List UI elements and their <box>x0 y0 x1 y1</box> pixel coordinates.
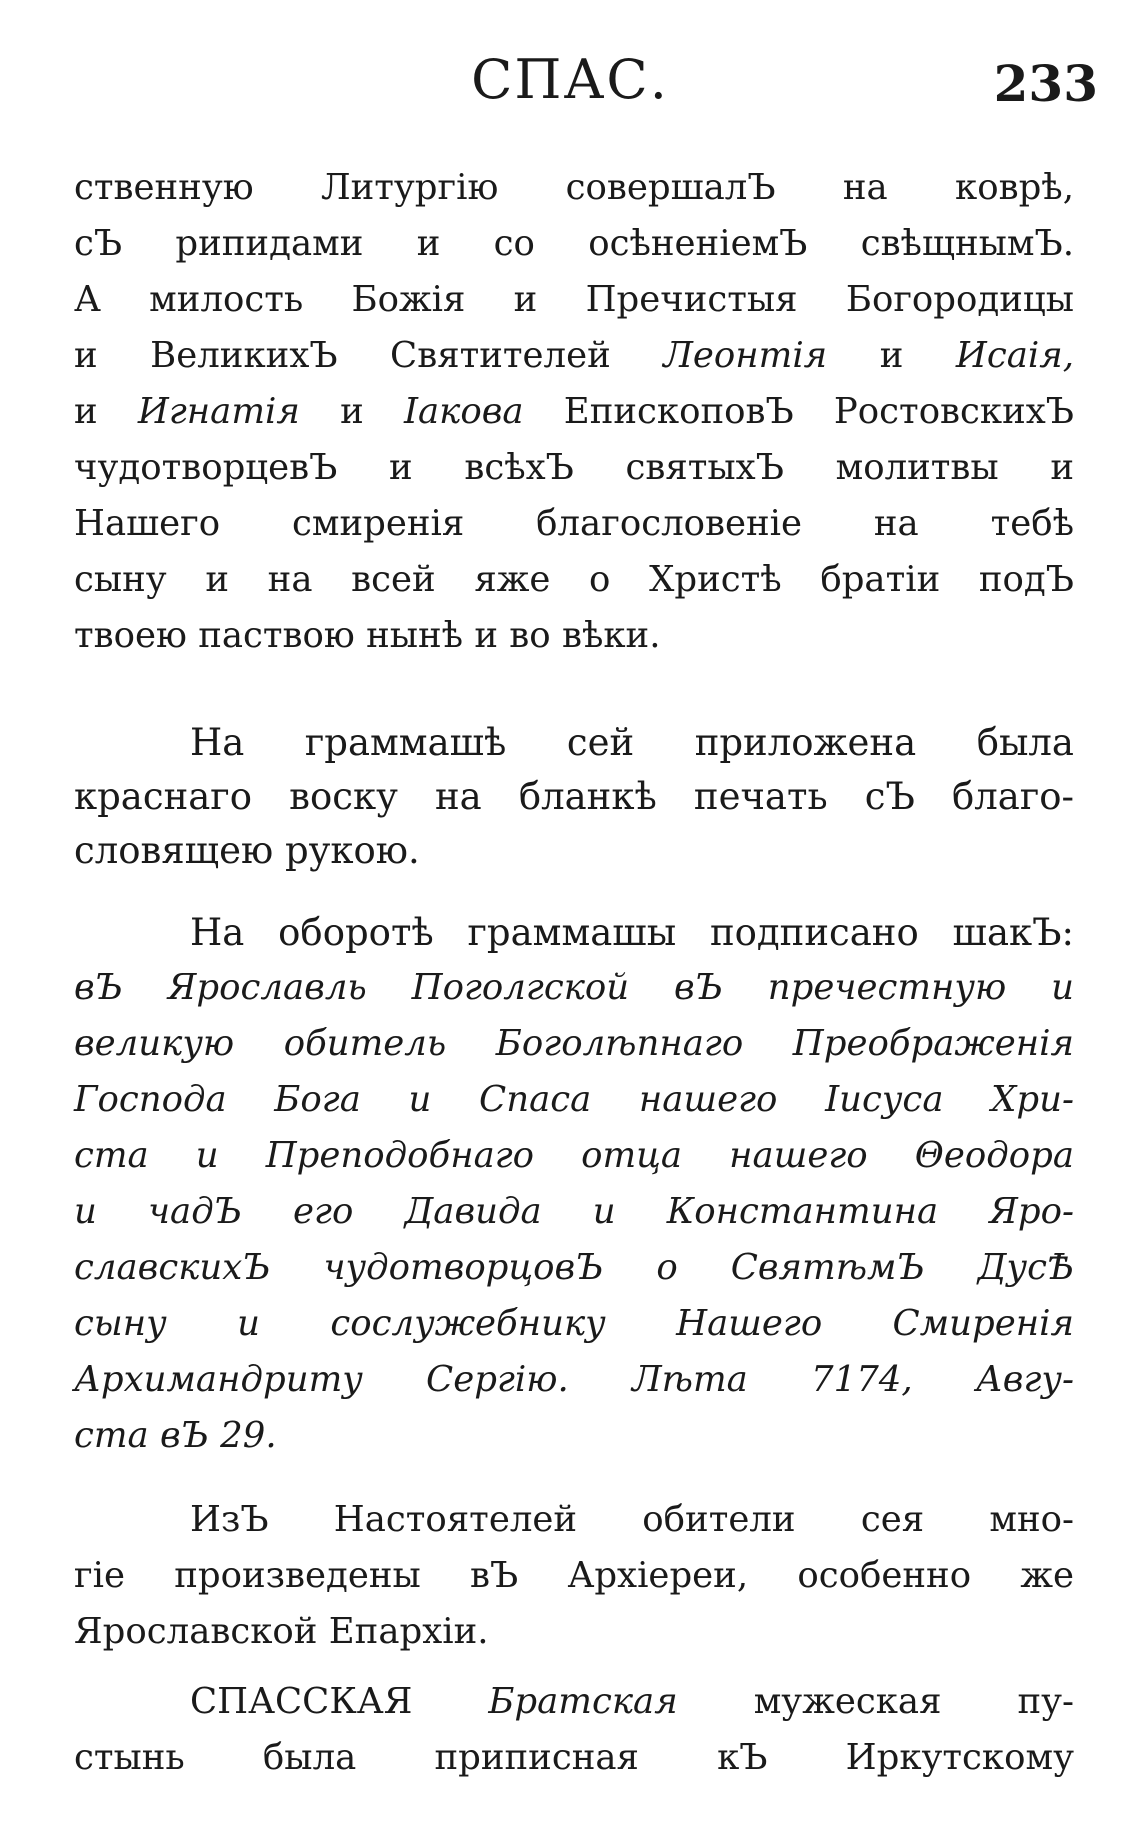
text-line: Нашего смиренія благословеніе на тебѣ <box>74 503 1074 544</box>
text-line: славскихЪ чудотворцовЪ о СвятѣмЪ ДусѢ <box>74 1247 1074 1288</box>
text-line: СПАССКАЯ Братская мужеская пу- <box>190 1681 1074 1722</box>
text-line: словящею рукою. <box>74 829 420 872</box>
italic-name: Іакова <box>403 391 524 432</box>
text-line: На граммашѣ сей приложена была <box>190 721 1074 764</box>
italic-name: Братская <box>488 1681 678 1722</box>
text-line: ственную Литургію совершалЪ на коврѣ, <box>74 167 1074 208</box>
text-line: сыну и на всей яже о Христѣ братіи подЪ <box>74 559 1074 600</box>
text-line: Ярославской Епархіи. <box>74 1611 489 1652</box>
italic-name: Исаія, <box>955 335 1075 376</box>
text-line: чудотворцевЪ и всѣхЪ святыхЪ молитвы и <box>74 447 1074 488</box>
text-line: краснаго воску на бланкѣ печать сЪ благо- <box>74 775 1074 818</box>
text-line: великую обитель Боголѣпнаго Преображенія <box>74 1023 1074 1064</box>
text-line: А милость Божія и Пречистыя Богородицы <box>74 279 1074 320</box>
text-line: твоею паствою нынѣ и во вѣки. <box>74 615 661 656</box>
text-line: ИзЪ Настоятелей обители сея мно- <box>190 1499 1074 1540</box>
paragraph-liturgy <box>74 160 1074 664</box>
text-line: ста вЪ 29. <box>74 1415 277 1456</box>
text-line: Господа Бога и Спаса нашего Іисуса Хри- <box>74 1079 1074 1120</box>
text-line: гіе произведены вЪ Архіереи, особенно же <box>74 1555 1074 1596</box>
paragraph-seal <box>74 716 1074 878</box>
paragraph-hermitage <box>74 1674 1074 1786</box>
running-title: СПАС. <box>471 48 669 111</box>
text-line: и чадЪ его Давида и Константина Яро- <box>74 1191 1074 1232</box>
paragraph-abbots <box>74 1492 1074 1660</box>
body-text <box>74 160 1074 1786</box>
text-line: и ВеликихЪ Святителей Леонтія и Исаія, <box>74 335 1075 376</box>
page-number: 233 <box>993 54 1098 113</box>
text-line: сыну и сослужебнику Нашего Смиренія <box>74 1303 1074 1344</box>
text-line: сЪ рипидами и со осѣненіемЪ свѣщнымЪ. <box>74 223 1074 264</box>
text-line: и Игнатія и Іакова ЕпископовЪ РостовскихЪ <box>74 391 1074 432</box>
italic-name: Игнатія <box>137 391 300 432</box>
page-header <box>0 48 1140 118</box>
text-line: Архимандриту Сергію. Лѣта 7174, Авгу- <box>74 1359 1074 1400</box>
paragraph-reverse-intro: На оборотѣ граммашы подписано шакЪ: <box>190 911 1074 954</box>
paragraph-reverse-inscription <box>74 960 1074 1464</box>
text-line: вЪ Ярославль Поголгской вЪ пречестную и <box>74 967 1074 1008</box>
text-line: ста и Преподобнаго отца нашего Θеодора <box>74 1135 1074 1176</box>
italic-name: Леонтія <box>663 335 828 376</box>
text-line: стынь была приписная кЪ Иркутскому <box>74 1737 1074 1778</box>
